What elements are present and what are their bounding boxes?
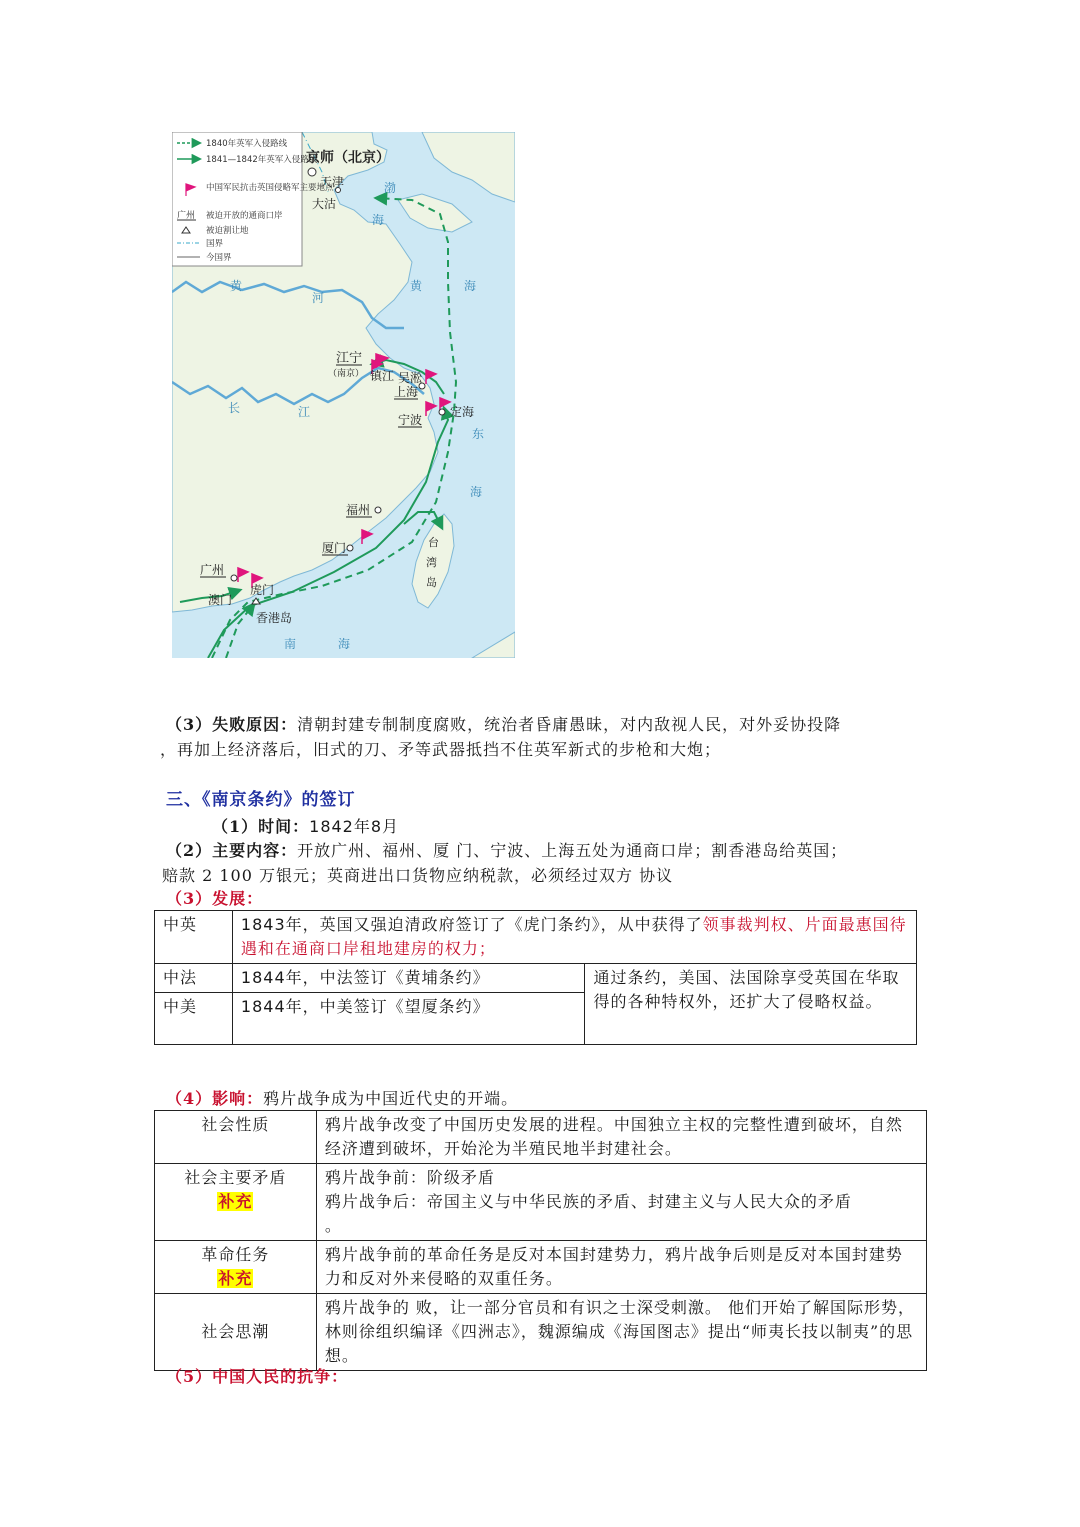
supplement-tag: 补充 (218, 1192, 253, 1211)
table-row (155, 964, 917, 993)
label-jiangning: 江宁 (336, 351, 363, 366)
label-taiwan-3: 岛 (426, 576, 437, 589)
label-wusong: 吴淞 (398, 371, 423, 385)
row-text: 1844年，中法签订《黄埔条约》 (232, 964, 585, 993)
impact-text-line: 鸦片战争前：阶级矛盾 (324, 1168, 495, 1187)
row-text (232, 911, 916, 964)
content-text-1: 开放广州、福州、厦 门、宁波、上海五处为通商口岸；割香港岛给英国； (297, 841, 848, 860)
label-nanhai-1: 南 (284, 637, 297, 651)
content-text-2: 赔款 2 100 万银元；英商进出口货物应纳税款，必须经过双方 协议 (162, 866, 674, 885)
merged-note: 通过条约，美国、法国除享受英国在华取得的各种特权外，还扩大了侵略权益。 (585, 964, 917, 1045)
failure-reasons (160, 712, 926, 762)
marker-guangzhou (231, 575, 237, 581)
label-dagu: 大沽 (312, 197, 337, 211)
label-nanhai-2: 海 (338, 637, 351, 651)
label-dinghai: 定海 (450, 405, 475, 419)
label-huanghe-2: 河 (312, 291, 325, 305)
label-aomen: 澳门 (208, 593, 233, 607)
row-country: 中美 (155, 993, 233, 1045)
impact-text: 鸦片战争改变了中国历史发展的进程。中国独立主权的完整性遭到破坏，自然经济遭到破坏，开始沦为半殖民地半封建社会。 (316, 1111, 926, 1164)
table-row (155, 1294, 927, 1371)
table-row (155, 1241, 927, 1294)
impact-head: 社会性质 (155, 1111, 317, 1164)
legend-border: 国界 (206, 239, 224, 249)
map-figure (172, 132, 515, 658)
label-huanghai-1: 黄 (410, 279, 423, 293)
label-taiwan-2: 湾 (426, 556, 437, 569)
failure-text-1: 清朝封建专制制度腐败，统治者昏庸愚昧，对内敌视人民，对外妥协投降 (297, 715, 842, 734)
impact-head: 革命任务 (201, 1245, 270, 1264)
impact-head: 社会思潮 (155, 1294, 317, 1371)
struggle-label: （5）中国人民的抗争： (166, 1367, 349, 1386)
label-xiamen: 厦门 (322, 541, 347, 555)
impact-text: 鸦片战争的 败，让一部分官员和有识之士深受刺激。 他们开始了解国际形势，林则徐组织编译《四洲志》，魏源编成《海国图志》提出“师夷长技以制夷”的思想。 (316, 1294, 926, 1371)
time-label: （1）时间： (212, 817, 310, 836)
impact-head-cell (155, 1241, 317, 1294)
time-value: 1842年8月 (309, 817, 400, 836)
table-row (155, 911, 917, 964)
table-row (155, 1111, 927, 1164)
failure-label: （3）失败原因： (166, 715, 298, 734)
legend-port: 被迫开放的通商口岸 (206, 211, 283, 221)
label-donghai-1: 东 (472, 427, 485, 441)
label-donghai-2: 海 (470, 485, 483, 499)
legend-port-sample: 广州 (177, 211, 196, 221)
label-huanghai-2: 海 (464, 279, 477, 293)
supplement-tag: 补充 (218, 1269, 253, 1288)
impact-label: （4）影响： (166, 1089, 264, 1108)
label-xianggang: 香港岛 (256, 611, 293, 625)
failure-text-2: ，再加上经济落后，旧式的刀、矛等武器抵挡不住英军新式的步枪和大炮； (160, 740, 722, 759)
label-bohai-1: 渤 (384, 181, 397, 195)
legend-1841-route: 1841—1842年英军入侵路线 (206, 155, 318, 165)
r1-text-a: 1843年，英国又强迫清政府签订了《虎门条约》，从中获得了 (240, 915, 703, 934)
impact-text-line: 。 (324, 1216, 342, 1235)
label-taiwan-1: 台 (428, 536, 439, 549)
legend-today-border: 今国界 (206, 253, 232, 263)
r1-text-red-a: 领事裁判权、片面 (702, 915, 839, 934)
label-guangzhou: 广州 (200, 563, 225, 577)
legend-1840-route: 1840年英军入侵路线 (206, 139, 288, 149)
label-ningbo: 宁波 (398, 413, 423, 427)
impact-text: 鸦片战争成为中国近代史的开端。 (263, 1089, 519, 1108)
impact-head-cell (155, 1164, 317, 1241)
impact-text-cell (316, 1164, 926, 1241)
table-row (155, 1164, 927, 1241)
label-fuzhou: 福州 (346, 503, 371, 517)
label-zhenjiang: 镇江 (370, 369, 395, 383)
legend-ceded: 被迫割让地 (206, 226, 249, 236)
marker-fuzhou (375, 507, 381, 513)
development-label: （3）发展： (166, 889, 264, 908)
row-country: 中法 (155, 964, 233, 993)
development-table (154, 910, 917, 1045)
row-country: 中英 (155, 911, 233, 964)
label-changjiang-2: 江 (298, 405, 311, 419)
impact-text-line: 鸦片战争后：帝国主义与中华民族的矛盾、封建主义与人民大众的矛盾 (324, 1192, 852, 1211)
section-title: 三、《南京条约》的签订 (166, 790, 356, 810)
label-humen: 虎门 (250, 583, 275, 597)
label-shanghai: 上海 (394, 385, 419, 399)
label-jingshi: 京师（北京） (306, 150, 390, 166)
legend-battle-flag: 中国军民抗击英国侵略军主要地点 (206, 183, 334, 193)
label-bohai-2: 海 (372, 213, 385, 227)
label-tianjin: 天津 (320, 175, 345, 189)
impact-line (166, 1086, 926, 1111)
r1-text-red-b: 最惠国待遇和在通商口岸租地建房的权力； (240, 915, 907, 958)
opium-war-map (172, 132, 515, 658)
marker-xiamen (347, 545, 353, 551)
marker-dinghai (439, 409, 445, 415)
row-text: 1844年，中美签订《望厦条约》 (232, 993, 585, 1045)
marker-jingshi (308, 168, 316, 176)
label-changjiang-1: 长 (228, 401, 241, 415)
label-huanghe-1: 黄 (230, 279, 243, 293)
impact-head: 社会主要矛盾 (184, 1168, 287, 1187)
content-label: （2）主要内容： (166, 841, 298, 860)
impact-text: 鸦片战争前的革命任务是反对本国封建势力，鸦片战争后则是反对本国封建势力和反对外来侵略的双重任务。 (316, 1241, 926, 1294)
impact-table (154, 1110, 927, 1371)
main-content (162, 838, 926, 888)
label-nanjing: （南京） (328, 369, 365, 379)
time-line (212, 814, 926, 839)
